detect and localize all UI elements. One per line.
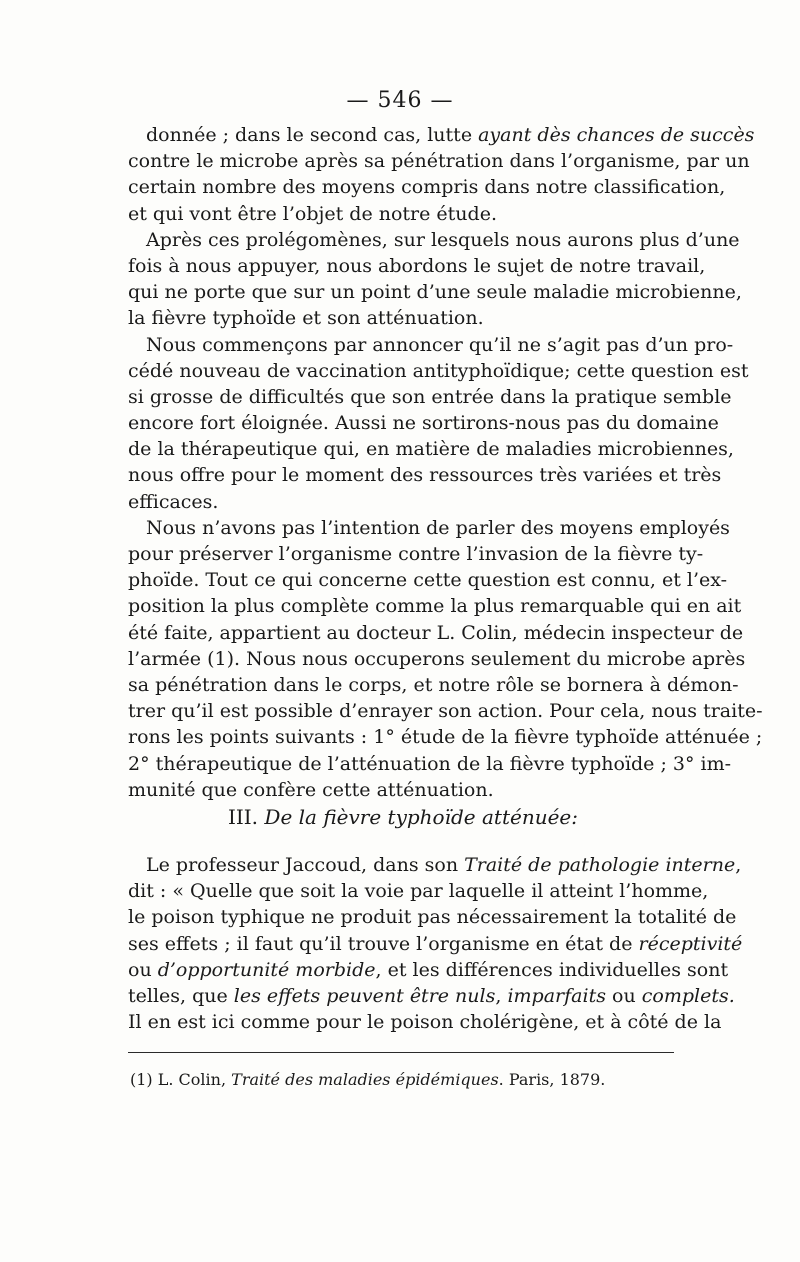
text-run: certain nombre des moyens compris dans notre classification, — [128, 176, 726, 199]
text-run: si grosse de difficultés que son entrée dans la pratique semble — [128, 385, 732, 408]
text-run: Le professeur Jaccoud, dans son — [146, 854, 465, 876]
text-line — [128, 672, 739, 698]
text-line — [128, 174, 726, 200]
footnote-text: . Paris, 1879. — [498, 1070, 606, 1089]
text-line — [128, 462, 722, 488]
text-line — [128, 593, 742, 619]
text-line — [128, 227, 740, 253]
text-line — [128, 1009, 722, 1035]
text-line — [128, 489, 678, 515]
paragraph — [128, 852, 743, 1035]
text-run: contre le microbe après sa pénétration dans l’organisme, par un — [128, 150, 750, 173]
text-run: ses effets ; il faut qu’il trouve l’organisme en état de — [128, 932, 639, 955]
text-line — [128, 305, 678, 331]
italic-text: d’opportunité morbide — [157, 958, 376, 981]
paragraph — [128, 515, 763, 803]
text-line — [128, 983, 735, 1009]
text-run: , — [495, 984, 508, 1007]
text-run: dit : « Quelle que soit la voie par laquelle il atteint l’homme, — [128, 880, 709, 903]
footnote-rule — [128, 1052, 674, 1053]
paragraph — [128, 122, 755, 227]
text-line — [128, 201, 678, 227]
text-run: qui ne porte que sur un point d’une seule maladie microbienne, — [128, 281, 742, 304]
text-run: ou — [605, 984, 642, 1007]
text-run: position la plus complète comme la plus remarquable qui en ait — [128, 595, 742, 618]
text-line — [128, 279, 742, 305]
text-run: , et les différences individuelles sont — [375, 958, 729, 981]
text-run: Après ces prolégomènes, sur lesquels nous aurons plus d’une — [146, 228, 740, 251]
text-run: ou — [128, 958, 158, 981]
body-text-upper — [128, 122, 763, 803]
text-run: fois à nous appuyer, nous abordons le sujet de notre travail, — [128, 254, 706, 277]
text-line — [128, 253, 706, 279]
text-run: , — [735, 854, 742, 876]
text-run: munité que confère cette atténuation. — [128, 778, 494, 801]
text-run: sa pénétration dans le corps, et notre rôle se bornera à démon- — [128, 673, 739, 696]
italic-text: réceptivité — [638, 932, 743, 955]
page-number: — 546 — — [346, 88, 454, 113]
text-line — [128, 931, 743, 957]
italic-text: Traité de pathologie interne — [464, 854, 736, 876]
text-run: encore fort éloignée. Aussi ne sortirons-nous pas du domaine — [128, 412, 719, 435]
text-run: trer qu’il est possible d’enrayer son action. Pour cela, nous traite- — [128, 700, 763, 723]
text-run: le poison typhique ne produit pas nécessairement la totalité de — [128, 906, 737, 929]
italic-text: complets. — [641, 984, 735, 1007]
footnote-title: Traité des maladies épidémiques — [231, 1070, 499, 1089]
footnote-text: (1) L. Colin, — [130, 1070, 232, 1089]
text-run: 2° thérapeutique de l’atténuation de la fièvre typhoïde ; 3° im- — [128, 752, 732, 775]
text-line — [128, 541, 704, 567]
text-run: Il en est ici comme pour le poison cholérigène, et à côté de la — [128, 1011, 722, 1034]
footnote — [130, 1068, 680, 1092]
text-run: rons les points suivants : 1° étude de la fièvre typhoïde atténuée ; — [128, 726, 763, 749]
text-run: telles, que — [128, 984, 234, 1007]
text-line — [128, 515, 730, 541]
text-run: pour préserver l’organisme contre l’invasion de la fièvre ty- — [128, 543, 704, 565]
text-run: cédé nouveau de vaccination antityphoïdique; cette question est — [128, 359, 749, 382]
text-line — [128, 620, 744, 646]
text-line — [128, 332, 734, 358]
body-text-lower — [128, 852, 743, 1035]
text-line — [128, 878, 709, 904]
text-run: et qui vont être l’objet de notre étude. — [128, 202, 497, 225]
text-run: phoïde. Tout ce qui concerne cette question est connu, et l’ex- — [128, 569, 728, 592]
text-run: de la thérapeutique qui, en matière de maladies microbiennes, — [128, 438, 734, 461]
text-line — [128, 724, 763, 750]
text-line — [128, 122, 755, 148]
text-line — [128, 148, 750, 174]
text-run: nous offre pour le moment des ressources très variées et très — [128, 464, 722, 487]
text-line — [128, 904, 737, 930]
section-number: III. — [227, 805, 265, 829]
text-line — [128, 358, 749, 384]
text-line — [128, 777, 678, 803]
text-line — [128, 957, 729, 983]
text-line — [128, 698, 763, 724]
italic-text: imparfaits — [507, 984, 606, 1007]
text-line — [128, 410, 719, 436]
text-run: été faite, appartient au docteur L. Colin, médecin inspecteur de — [128, 621, 744, 644]
text-run: Nous n’avons pas l’intention de parler des moyens employés — [146, 516, 730, 539]
section-title: De la fièvre typhoïde atténuée: — [264, 805, 578, 829]
paragraph — [128, 332, 749, 515]
text-line — [128, 646, 746, 672]
italic-text: ayant dès chances de succès — [478, 124, 755, 146]
text-line — [128, 567, 728, 593]
text-run: efficaces. — [128, 490, 219, 513]
text-run: Nous commençons par annoncer qu’il ne s’agit pas d’un pro- — [146, 333, 734, 356]
section-heading — [128, 802, 678, 832]
text-line — [128, 384, 732, 410]
paragraph — [128, 227, 742, 332]
text-line — [128, 436, 734, 462]
text-run: la fièvre typhoïde et son atténuation. — [128, 307, 484, 330]
italic-text: les effets peuvent être nuls — [233, 984, 496, 1007]
text-run: l’armée (1). Nous nous occuperons seulement du microbe après — [128, 647, 746, 670]
text-run: donnée ; dans le second cas, lutte — [146, 124, 479, 146]
text-line — [128, 751, 732, 777]
text-line — [128, 852, 742, 878]
